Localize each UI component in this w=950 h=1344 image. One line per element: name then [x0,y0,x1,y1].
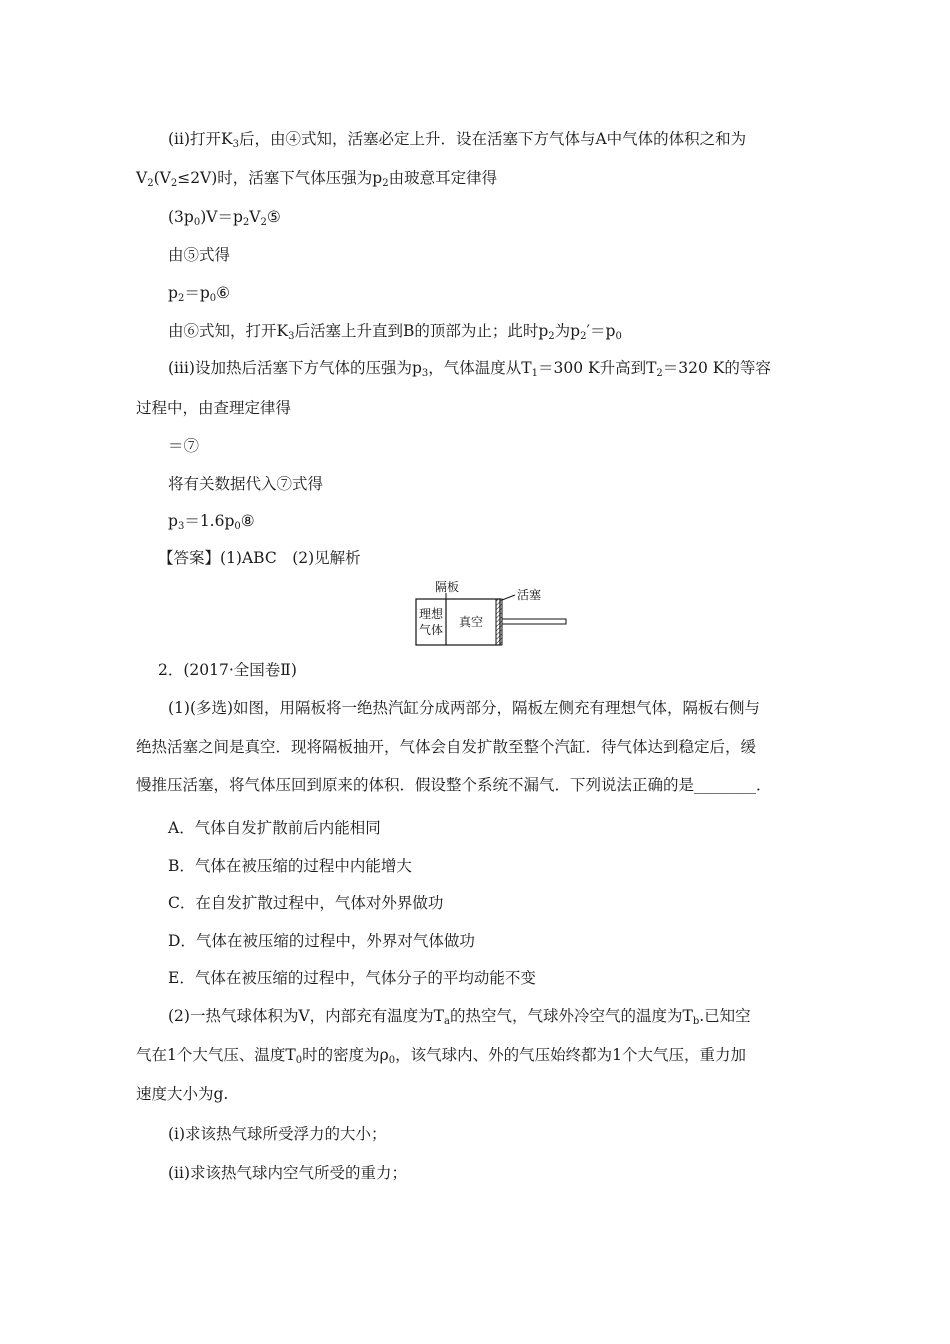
text: 由⑥式知，打开K [168,322,289,340]
q2-sub-ii: (ⅱ)求该热气球内空气所受的重力； [168,1164,408,1182]
subscript: 0 [209,293,217,304]
text: ′＝p [586,322,616,340]
q2-part-2-line-2 [136,1045,746,1065]
text: 后，由④式知，活塞必定上升．设在活塞下方气体与A中气体的体积之和为 [238,130,747,148]
subscript: 2 [382,178,389,189]
subscript: 0 [615,331,622,342]
text: 气在1个大气压、温度T [136,1046,296,1064]
q2-part-1-line-2: 绝热活塞之间是真空．现将隔板抽开，气体会自发扩散至整个汽缸．待气体达到稳定后，缓 [136,738,757,756]
part-ii-conclusion [168,321,622,341]
text: ，该气球内、外的气压始终都为1个大气压，重力加 [395,1046,746,1064]
text: V [136,169,148,187]
subscript: 2 [260,217,267,228]
subscript: a [444,1016,450,1027]
gas-label-1: 理想 [419,607,444,621]
part-iii-line-1 [168,358,771,378]
vacuum-label: 真空 [459,615,484,629]
text: ⑤ [266,208,281,226]
cylinder-diagram [413,578,573,650]
subscript: 0 [388,1055,396,1066]
equation-7: ＝⑦ [168,437,200,455]
text: .已知空 [699,1007,751,1025]
text: (V [153,169,171,187]
question-2-header: 2．(2017·全国卷Ⅱ) [158,661,297,679]
equation-6 [168,283,230,303]
q2-part-1-line-1: (1)(多选)如图，用隔板将一绝热汽缸分成两部分，隔板左侧充有理想气体，隔板右侧与 [168,699,761,717]
text: ＝300 K升高到T [537,359,657,377]
text: ＝320 K的等容 [662,359,771,377]
q2-part-2-line-1 [168,1006,751,1026]
text: (ⅱ)打开K [168,130,233,148]
subscript: 1 [531,368,538,379]
text: p [168,284,178,302]
answer-label: 【答案】 [158,549,221,567]
subscript: 3 [421,368,429,379]
text: (3p [168,208,194,226]
text: (ⅲ)设加热后活塞下方气体的压强为p [168,359,422,377]
subscript: 3 [177,521,185,532]
text: ＝p [184,284,210,302]
answer-line [158,548,361,568]
subscript: 2 [656,368,663,379]
text: ⑥ [216,284,231,302]
text: 由玻意耳定律得 [388,169,498,187]
option-e: E．气体在被压缩的过程中，气体分子的平均动能不变 [168,969,536,987]
subscript: 3 [232,139,239,150]
q2-part-2-line-3: 速度大小为g. [136,1085,229,1103]
subscript: 2 [170,178,178,189]
option-b: B．气体在被压缩的过程中内能增大 [168,857,412,875]
text: ＝1.6p [184,512,235,530]
q2-part-1-line-3: 慢推压活塞，将气体压回到原来的体积．假设整个系统不漏气．下列说法正确的是________． [136,776,772,794]
subscript: 2 [147,178,154,189]
piston-label: 活塞 [517,588,542,602]
option-a: A．气体自发扩散前后内能相同 [168,819,381,837]
from-eq-5: 由⑤式得 [168,246,231,264]
subscript: b [692,1016,700,1027]
subscript: 0 [295,1055,303,1066]
subscript: 2 [548,331,555,342]
text: V [249,208,261,226]
part-iii-line-2: 过程中，由查理定律得 [136,399,292,417]
text: ，气体温度从T [428,359,532,377]
option-d: D．气体在被压缩的过程中，外界对气体做功 [168,932,475,950]
text: )V＝p [200,208,243,226]
subscript: 2 [242,217,250,228]
text: 的热空气，气球外冷空气的温度为T [449,1007,693,1025]
text: ≤2V)时，活塞下气体压强为p [177,169,383,187]
text: p [168,512,178,530]
cylinder-body [416,599,500,645]
subscript: 2 [177,293,185,304]
gas-label-2: 气体 [419,623,444,637]
partition-label: 隔板 [435,580,460,594]
subscript: 0 [234,521,241,532]
equation-5 [168,207,281,227]
text: 时的密度为ρ [302,1046,389,1064]
subscript: 3 [288,331,295,342]
text: ⑧ [240,512,255,530]
subscript: 0 [193,217,201,228]
substitute-line: 将有关数据代入⑦式得 [168,475,324,493]
part-ii-line-2 [136,168,497,188]
part-ii-line-1 [168,129,746,149]
equation-8 [168,511,255,531]
option-c: C．在自发扩散过程中，气体对外界做功 [168,894,444,912]
text: (2)一热气球体积为V，内部充有温度为T [168,1007,444,1025]
piston-pointer [502,595,515,600]
piston-rod [502,619,566,624]
q2-sub-i: (ⅰ)求该热气球所受浮力的大小； [168,1125,387,1143]
text: 后活塞上升直到B的顶部为止；此时p [294,322,549,340]
text: 为p [554,322,581,340]
subscript: 2 [580,331,587,342]
piston [496,599,502,645]
answer-text: (1)ABC (2)见解析 [220,549,361,567]
